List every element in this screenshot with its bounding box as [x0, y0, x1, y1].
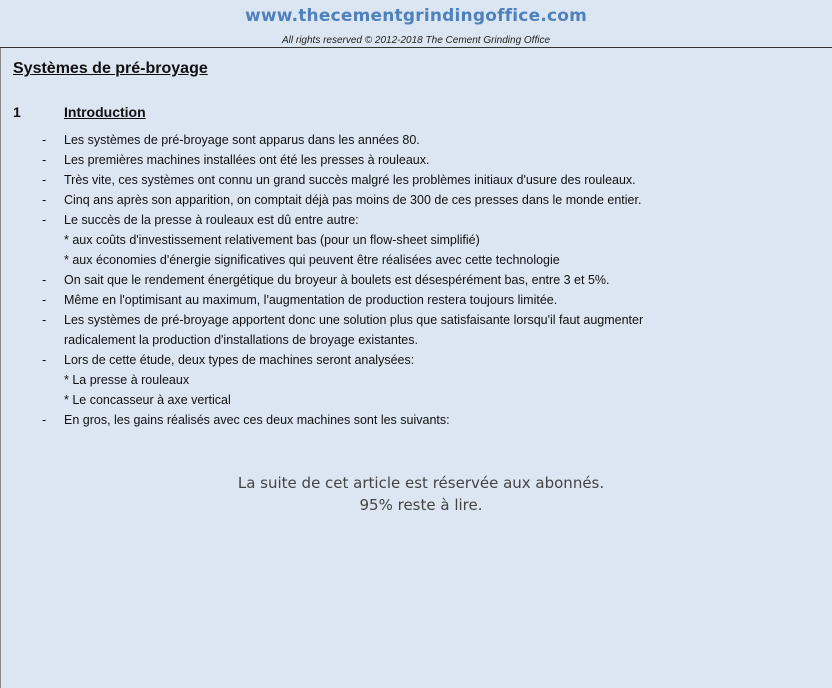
- list-item-text: radicalement la production d'installations de broyage existantes.: [64, 333, 418, 347]
- section-number: 1: [13, 104, 21, 120]
- bullet-dash: -: [42, 213, 47, 227]
- bullet-dash: -: [42, 153, 47, 167]
- bullet-dash: -: [42, 273, 47, 287]
- list-item: [0, 130, 832, 150]
- list-item-text: Le succès de la presse à rouleaux est dû entre autre:: [64, 213, 359, 227]
- list-item: [0, 170, 832, 190]
- list-item-text: * Le concasseur à axe vertical: [64, 393, 231, 407]
- list-item-text: Les systèmes de pré-broyage apportent donc une solution plus que satisfaisante lorsqu'il faut augmenter: [64, 313, 644, 327]
- page-header: [0, 0, 832, 48]
- list-item-text: Lors de cette étude, deux types de machines seront analysées:: [64, 353, 415, 367]
- list-item-text: En gros, les gains réalisés avec ces deux machines sont les suivants:: [64, 413, 450, 427]
- list-item-text: Les systèmes de pré-broyage sont apparus dans les années 80.: [64, 133, 420, 147]
- bullet-dash: -: [42, 313, 47, 327]
- list-item-text: Très vite, ces systèmes ont connu un grand succès malgré les problèmes initiaux d'usure des rouleaux.: [64, 173, 636, 187]
- list-item: [0, 390, 832, 410]
- list-item-text: On sait que le rendement énergétique du broyeur à boulets est désespérément bas, entre 3 et 5%.: [64, 273, 610, 287]
- list-item-text: Les premières machines installées ont été les presses à rouleaux.: [64, 153, 430, 167]
- list-item: [0, 190, 832, 210]
- bullet-dash: -: [42, 193, 47, 207]
- list-item: [0, 270, 832, 290]
- bullet-dash: -: [42, 173, 47, 187]
- bullet-dash: -: [42, 293, 47, 307]
- list-item: [0, 290, 832, 310]
- bullet-dash: -: [42, 353, 47, 367]
- site-url-link[interactable]: www.thecementgrindingoffice.com: [244, 6, 588, 26]
- document-title: Systèmes de pré-broyage: [13, 60, 208, 77]
- list-item: [0, 350, 832, 370]
- list-item: [0, 150, 832, 170]
- list-item: [0, 330, 832, 350]
- list-item-text: * La presse à rouleaux: [64, 373, 190, 387]
- list-item-text: Cinq ans après son apparition, on comptait déjà pas moins de 300 de ces presses dans le monde entier.: [64, 193, 642, 207]
- list-item: [0, 370, 832, 390]
- copyright-notice: All rights reserved © 2012-2018 The Cement Grinding Office: [281, 35, 551, 46]
- list-item: [0, 210, 832, 230]
- paywall-message: [0, 472, 832, 516]
- list-item: [0, 410, 832, 430]
- section-title: Introduction: [64, 104, 146, 120]
- list-item-text: * aux économies d'énergie significatives qui peuvent être réalisées avec cette technologie: [64, 253, 560, 267]
- list-item: [0, 250, 832, 270]
- bullet-dash: -: [42, 413, 47, 427]
- paywall-line-remaining: 95% reste à lire.: [359, 496, 483, 514]
- list-item: [0, 230, 832, 250]
- list-item-text: Même en l'optimisant au maximum, l'augmentation de production restera toujours limitée.: [64, 293, 558, 307]
- bullet-dash: -: [42, 133, 47, 147]
- paywall-line-subscribers: La suite de cet article est réservée aux abonnés.: [237, 474, 605, 492]
- list-item-text: * aux coûts d'investissement relativement bas (pour un flow-sheet simplifié): [64, 233, 480, 247]
- bullet-list: [0, 130, 832, 430]
- list-item: [0, 310, 832, 330]
